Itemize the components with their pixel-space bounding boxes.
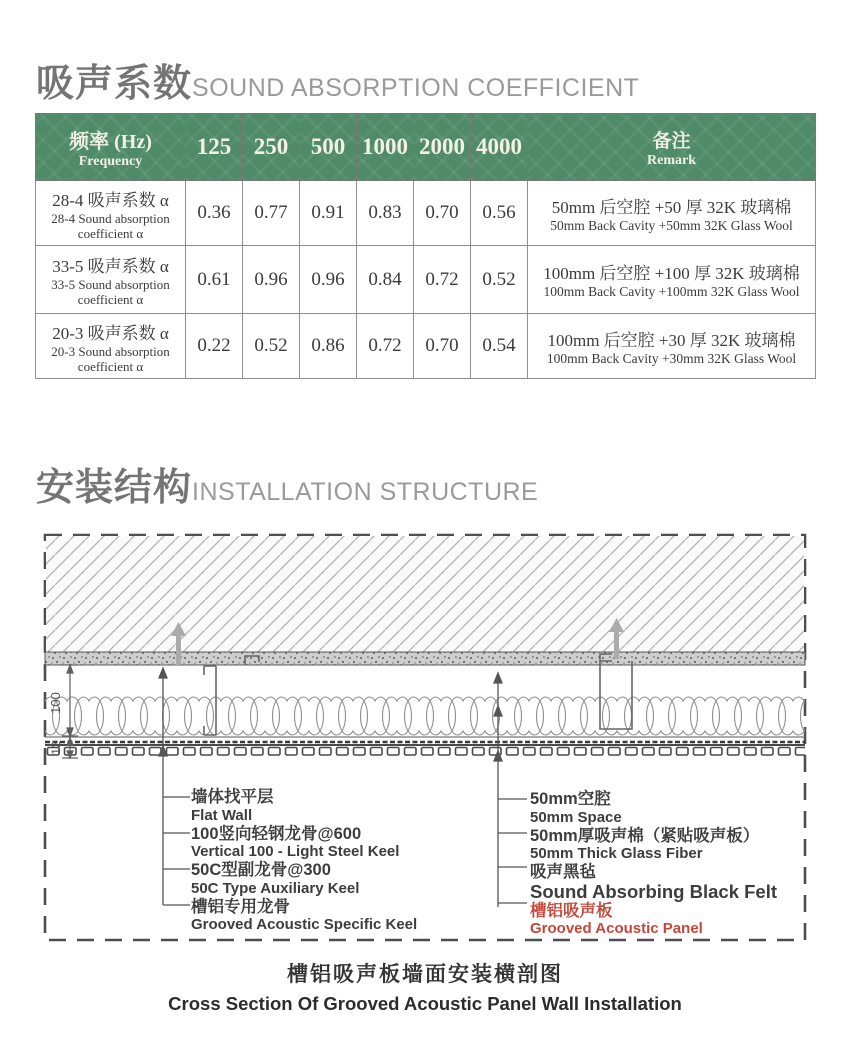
header-2000 [414, 114, 471, 181]
header-4000 [471, 114, 528, 181]
header-1000-label: 1000 [362, 134, 408, 159]
header-remark-en: Remark [647, 152, 696, 168]
row-label [36, 314, 186, 379]
label-grooved-panel-zh: 槽铝吸声板 [530, 901, 613, 920]
row2-remark-en: 100mm Back Cavity +30mm 32K Glass Wool [546, 350, 797, 366]
label-space-zh: 50mm空腔 [530, 790, 611, 808]
label-space-en: 50mm Space [530, 808, 622, 826]
label-glass-fiber-zh: 50mm厚吸声棉（紧贴吸声板） [530, 826, 760, 845]
label-specific-keel-zh: 槽铝专用龙骨 [191, 897, 290, 916]
label-flat-wall [191, 789, 417, 824]
caption-zh: 槽铝吸声板墙面安装横剖图 [287, 963, 563, 986]
label-specific-keel [191, 899, 417, 934]
label-black-felt-en: Sound Absorbing Black Felt [530, 880, 778, 902]
label-auxiliary-keel [191, 862, 417, 897]
glass-wool-layer [45, 695, 805, 737]
cell-value: 0.96 [243, 246, 300, 314]
cell-value: 0.36 [186, 181, 243, 246]
header-250-label: 250 [253, 134, 289, 159]
row2-label-en: 20-3 Sound absorption coefficient α [51, 343, 170, 374]
table-row [36, 181, 816, 246]
row0-remark-en: 50mm Back Cavity +50mm 32K Glass Wool [550, 217, 793, 233]
header-4000-label: 4000 [476, 134, 522, 159]
section-title-installation [36, 456, 538, 511]
left-label-column [191, 789, 417, 935]
header-frequency-en: Frequency [78, 153, 143, 169]
row-label [36, 246, 186, 314]
row1-remark-zh: 100mm 后空腔 +100 厚 32K 玻璃棉 [543, 264, 800, 283]
section2-title-zh: 安装结构 [36, 467, 193, 509]
label-glass-fiber [530, 828, 777, 863]
cell-value: 0.72 [357, 314, 414, 379]
header-500 [300, 114, 357, 181]
header-125-label: 125 [196, 134, 232, 159]
cell-value: 0.96 [300, 246, 357, 314]
cell-value: 0.83 [357, 181, 414, 246]
section-title-absorption [36, 52, 639, 107]
row2-remark-zh: 100mm 后空腔 +30 厚 32K 玻璃棉 [547, 330, 796, 350]
installation-cross-section-diagram [40, 525, 815, 955]
cell-value: 0.70 [414, 314, 471, 379]
header-remark-zh: 备注 [652, 130, 691, 152]
absorption-coefficient-table [35, 113, 816, 379]
cell-value: 0.70 [414, 181, 471, 246]
label-grooved-panel [530, 903, 777, 938]
row0-label-en: 28-4 Sound absorption coefficient α [51, 210, 170, 241]
caption-en: Cross Section Of Grooved Acoustic Panel Wall Installation [168, 993, 682, 1014]
cell-value: 0.72 [414, 246, 471, 314]
label-black-felt-zh: 吸声黑毡 [530, 863, 596, 881]
header-remark [528, 114, 816, 181]
cell-remark [528, 181, 816, 246]
header-2000-label: 2000 [419, 134, 465, 159]
row0-remark-zh: 50mm 后空腔 +50 厚 32K 玻璃棉 [551, 197, 792, 217]
header-250 [243, 114, 300, 181]
leveling-layer-strip [45, 652, 805, 665]
cell-value: 0.77 [243, 181, 300, 246]
label-light-steel-keel [191, 826, 417, 861]
label-grooved-panel-en: Grooved Acoustic Panel [530, 920, 703, 937]
label-light-steel-keel-en: Vertical 100 - Light Steel Keel [191, 843, 400, 860]
wall-hatch-layer [46, 536, 804, 652]
cell-value: 0.56 [471, 181, 528, 246]
table-row [36, 246, 816, 314]
cell-remark [528, 246, 816, 314]
label-space [530, 791, 777, 826]
label-auxiliary-keel-en: 50C Type Auxiliary Keel [191, 879, 360, 897]
dim-100-label: 100 [48, 692, 63, 714]
label-auxiliary-keel-zh: 50C型副龙骨@300 [191, 861, 331, 879]
row1-label-en: 33-5 Sound absorption coefficient α [51, 277, 170, 307]
header-frequency [36, 114, 186, 181]
table-row [36, 314, 816, 379]
cell-value: 0.86 [300, 314, 357, 379]
dim-12-label: 12 [49, 741, 63, 755]
label-black-felt [530, 864, 777, 901]
row2-label-zh: 20-3 吸声系数 α [52, 323, 169, 343]
header-1000 [357, 114, 414, 181]
cell-value: 0.52 [471, 246, 528, 314]
row1-label-zh: 33-5 吸声系数 α [52, 257, 169, 276]
label-glass-fiber-en: 50mm Thick Glass Fiber [530, 845, 703, 862]
cell-value: 0.91 [300, 181, 357, 246]
label-specific-keel-en: Grooved Acoustic Specific Keel [191, 916, 418, 933]
cell-value: 0.52 [243, 314, 300, 379]
cell-value: 0.22 [186, 314, 243, 379]
cell-value: 0.61 [186, 246, 243, 314]
cell-remark [528, 314, 816, 379]
diagram-caption [0, 958, 850, 1015]
row-label [36, 181, 186, 246]
label-flat-wall-zh: 墙体找平层 [191, 788, 274, 806]
row0-label-zh: 28-4 吸声系数 α [52, 190, 169, 210]
section1-title-zh: 吸声系数 [36, 63, 193, 105]
label-light-steel-keel-zh: 100竖向轻钢龙骨@600 [191, 824, 362, 843]
section2-title-en: INSTALLATION STRUCTURE [192, 478, 539, 506]
header-500-label: 500 [310, 134, 346, 159]
cell-value: 0.54 [471, 314, 528, 379]
section1-title-en: SOUND ABSORPTION COEFFICIENT [192, 74, 640, 102]
row1-remark-en: 100mm Back Cavity +100mm 32K Glass Wool [543, 284, 800, 299]
label-flat-wall-en: Flat Wall [191, 806, 253, 824]
table-header-row [36, 114, 816, 181]
cell-value: 0.84 [357, 246, 414, 314]
header-frequency-zh: 频率 (Hz) [69, 130, 152, 153]
right-label-column [530, 791, 777, 939]
header-125 [186, 114, 243, 181]
